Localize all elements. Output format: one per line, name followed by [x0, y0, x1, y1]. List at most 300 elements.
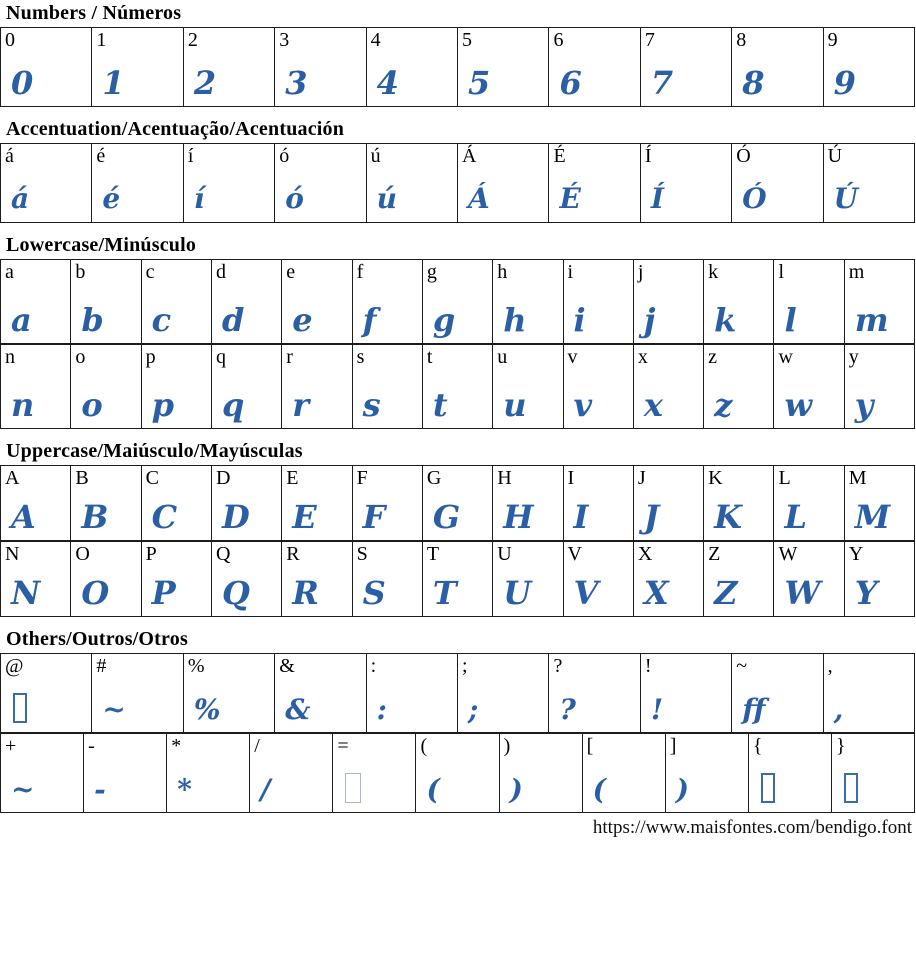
- char-label: d: [215, 261, 226, 283]
- font-glyph: d: [221, 301, 245, 339]
- glyph-cell: [353, 260, 423, 344]
- font-glyph: c: [151, 301, 172, 339]
- char-label: ;: [462, 655, 468, 677]
- char-label: f: [356, 261, 364, 283]
- glyph-cell: [641, 28, 732, 107]
- char-label: é: [96, 145, 106, 167]
- font-glyph: p: [151, 386, 174, 424]
- char-label: !: [644, 655, 652, 677]
- char-label: 7: [644, 29, 655, 51]
- section-numbers: [0, 2, 916, 107]
- font-glyph: V: [573, 574, 599, 612]
- glyph-cell: [142, 542, 212, 617]
- font-glyph: T: [432, 574, 457, 612]
- glyph-cell: [1, 654, 92, 733]
- glyph-cell: [1, 345, 71, 429]
- char-label: *: [171, 735, 182, 757]
- glyph-cell: [500, 734, 583, 813]
- glyph-cell: [212, 260, 282, 344]
- font-glyph: D: [221, 498, 250, 536]
- char-label: u: [497, 346, 508, 368]
- glyph-cell: [71, 466, 141, 541]
- glyph-table-row: [0, 733, 915, 813]
- font-glyph: 0: [11, 64, 34, 102]
- char-label: í: [187, 145, 194, 167]
- font-glyph: h: [503, 301, 527, 339]
- char-label: @: [5, 655, 24, 677]
- font-glyph: ): [675, 773, 689, 806]
- font-glyph: r: [292, 386, 310, 424]
- glyph-cell: [92, 28, 183, 107]
- glyph-table-row: [0, 541, 915, 617]
- glyph-cell: [564, 345, 634, 429]
- font-glyph: C: [151, 498, 178, 536]
- glyph-cell: [458, 654, 549, 733]
- char-label: t: [426, 346, 433, 368]
- glyph-cell: [634, 345, 704, 429]
- char-label: ,: [827, 655, 833, 677]
- glyph-cell: [704, 260, 774, 344]
- font-glyph: é: [102, 182, 121, 215]
- char-label: l: [778, 261, 784, 283]
- glyph-cell: [458, 144, 549, 223]
- font-glyph: S: [362, 574, 386, 612]
- glyph-cell: [367, 654, 458, 733]
- glyph-cell: [774, 260, 844, 344]
- char-label: +: [5, 735, 17, 757]
- glyph-cell: [353, 542, 423, 617]
- section-title: Numbers / Números: [6, 2, 182, 24]
- font-glyph: M: [854, 498, 891, 536]
- glyph-cell: [423, 542, 493, 617]
- char-label: E: [286, 467, 299, 489]
- specimen-sections: [0, 2, 916, 813]
- glyph-cell: [142, 466, 212, 541]
- font-glyph: N: [11, 574, 41, 612]
- glyph-cell: [142, 345, 212, 429]
- glyph-cell: [732, 654, 823, 733]
- section-accent: [0, 118, 916, 223]
- section-title: Others/Outros/Otros: [6, 628, 188, 650]
- char-label: L: [778, 467, 791, 489]
- char-label: Z: [708, 543, 721, 565]
- char-label: v: [567, 346, 578, 368]
- char-label: ~: [736, 655, 748, 677]
- glyph-cell: [458, 28, 549, 107]
- glyph-cell: [774, 466, 844, 541]
- font-glyph: L: [784, 498, 807, 536]
- section-title: Accentuation/Acentuação/Acentuación: [6, 118, 345, 140]
- char-label: o: [75, 346, 86, 368]
- glyph-cell: [275, 28, 366, 107]
- font-glyph: í: [193, 182, 205, 215]
- font-glyph: ff: [742, 693, 766, 726]
- char-label: {: [752, 735, 763, 757]
- glyph-cell: [282, 466, 352, 541]
- char-label: ?: [553, 655, 563, 677]
- font-glyph: (: [592, 773, 606, 806]
- char-label: 2: [187, 29, 198, 51]
- missing-glyph-box: [345, 773, 361, 803]
- char-label: m: [848, 261, 865, 283]
- glyph-cell: [704, 466, 774, 541]
- glyph-cell: [71, 345, 141, 429]
- font-glyph: m: [854, 301, 889, 339]
- char-label: A: [5, 467, 20, 489]
- missing-glyph-box: [844, 773, 858, 803]
- char-label: ]: [669, 735, 677, 757]
- font-glyph: W: [784, 574, 821, 612]
- char-label: N: [5, 543, 20, 565]
- char-label: 3: [279, 29, 290, 51]
- font-glyph: H: [503, 498, 534, 536]
- char-label: Ú: [827, 145, 843, 167]
- glyph-cell: [732, 144, 823, 223]
- char-label: 9: [827, 29, 838, 51]
- char-label: g: [426, 261, 437, 283]
- char-label: Y: [848, 543, 864, 565]
- font-glyph: k: [714, 301, 737, 339]
- font-glyph: ~: [11, 773, 35, 806]
- font-glyph: y: [854, 386, 874, 424]
- glyph-cell: [493, 345, 563, 429]
- glyph-cell: [333, 734, 416, 813]
- char-label: W: [778, 543, 798, 565]
- font-glyph: Ú: [833, 182, 859, 215]
- glyph-cell: [71, 260, 141, 344]
- glyph-cell: [493, 466, 563, 541]
- glyph-cell: [845, 542, 915, 617]
- char-label: [: [586, 735, 594, 757]
- font-glyph: :: [376, 693, 387, 726]
- font-glyph: z: [714, 386, 733, 424]
- font-glyph: s: [362, 386, 381, 424]
- char-label: R: [286, 543, 300, 565]
- font-glyph: ): [509, 773, 523, 806]
- char-label: É: [553, 145, 566, 167]
- char-label: ó: [279, 145, 290, 167]
- glyph-cell: [549, 144, 640, 223]
- font-glyph: I: [573, 498, 589, 536]
- char-label: ú: [370, 145, 381, 167]
- missing-glyph-box: [761, 773, 775, 803]
- glyph-cell: [564, 260, 634, 344]
- glyph-cell: [641, 144, 732, 223]
- glyph-cell: [167, 734, 250, 813]
- char-label: á: [5, 145, 14, 167]
- char-label: I: [567, 467, 575, 489]
- glyph-cell: [212, 345, 282, 429]
- glyph-cell: [84, 734, 167, 813]
- section-uppercase: [0, 440, 916, 617]
- font-glyph: Y: [854, 574, 878, 612]
- font-glyph: A: [11, 498, 36, 536]
- font-glyph: v: [573, 386, 593, 424]
- glyph-cell: [1, 466, 71, 541]
- font-glyph: g: [432, 301, 456, 339]
- char-label: =: [337, 735, 349, 757]
- char-label: e: [286, 261, 296, 283]
- glyph-cell: [1, 144, 92, 223]
- glyph-cell: [634, 260, 704, 344]
- font-glyph: (: [426, 773, 440, 806]
- char-label: F: [356, 467, 368, 489]
- font-glyph: Ó: [742, 182, 767, 215]
- font-glyph: B: [81, 498, 109, 536]
- footer-url: https://www.maisfontes.com/bendigo.font: [592, 817, 912, 838]
- font-glyph: j: [643, 301, 656, 339]
- font-glyph: E: [292, 498, 317, 536]
- char-label: G: [426, 467, 442, 489]
- char-label: U: [497, 543, 512, 565]
- glyph-cell: [774, 542, 844, 617]
- char-label: p: [145, 346, 156, 368]
- font-glyph: /: [260, 773, 271, 806]
- glyph-cell: [634, 466, 704, 541]
- font-glyph: f: [362, 301, 377, 339]
- font-glyph: x: [643, 386, 663, 424]
- glyph-cell: [666, 734, 749, 813]
- font-glyph: ?: [559, 693, 576, 726]
- char-label: Ó: [736, 145, 751, 167]
- font-glyph: i: [573, 301, 586, 339]
- glyph-cell: [845, 260, 915, 344]
- char-label: c: [145, 261, 155, 283]
- font-glyph: R: [292, 574, 319, 612]
- font-glyph: O: [81, 574, 110, 612]
- glyph-table-row: [0, 27, 915, 107]
- font-glyph: G: [432, 498, 461, 536]
- glyph-cell: [564, 542, 634, 617]
- glyph-cell: [1, 28, 92, 107]
- glyph-cell: [92, 654, 183, 733]
- font-glyph: P: [151, 574, 176, 612]
- glyph-cell: [92, 144, 183, 223]
- font-glyph: 8: [742, 64, 765, 102]
- glyph-cell: [423, 260, 493, 344]
- glyph-cell: [845, 466, 915, 541]
- glyph-cell: [493, 260, 563, 344]
- glyph-cell: [583, 734, 666, 813]
- char-label: 5: [462, 29, 473, 51]
- char-label: V: [567, 543, 582, 565]
- glyph-cell: [71, 542, 141, 617]
- glyph-cell: [704, 542, 774, 617]
- font-glyph: 6: [559, 64, 582, 102]
- char-label: B: [75, 467, 89, 489]
- font-glyph: ;: [468, 693, 479, 726]
- char-label: K: [708, 467, 723, 489]
- char-label: S: [356, 543, 368, 565]
- font-glyph: !: [650, 693, 664, 726]
- font-glyph: &: [285, 693, 311, 726]
- font-glyph: q: [221, 386, 245, 424]
- char-label: x: [637, 346, 648, 368]
- glyph-cell: [353, 345, 423, 429]
- char-label: X: [637, 543, 653, 565]
- font-glyph: a: [11, 301, 32, 339]
- section-lowercase: [0, 234, 916, 429]
- glyph-cell: [732, 28, 823, 107]
- font-glyph: 2: [193, 64, 217, 102]
- char-label: }: [835, 735, 846, 757]
- glyph-table-row: [0, 653, 915, 733]
- glyph-cell: [282, 542, 352, 617]
- char-label: 4: [370, 29, 381, 51]
- glyph-table-row: [0, 259, 915, 344]
- char-label: z: [708, 346, 718, 368]
- section-title: Lowercase/Minúsculo: [6, 234, 197, 256]
- font-glyph: á: [11, 182, 30, 215]
- font-glyph: ,: [833, 693, 844, 726]
- font-glyph: o: [81, 386, 103, 424]
- char-label: -: [88, 735, 95, 757]
- section-title: Uppercase/Maiúsculo/Mayúsculas: [6, 440, 303, 462]
- font-glyph: ~: [102, 693, 126, 726]
- glyph-cell: [275, 144, 366, 223]
- glyph-cell: [282, 260, 352, 344]
- char-label: Á: [462, 145, 477, 167]
- glyph-cell: [423, 466, 493, 541]
- font-glyph: X: [643, 574, 669, 612]
- char-label: D: [215, 467, 231, 489]
- glyph-cell: [184, 28, 275, 107]
- glyph-cell: [749, 734, 832, 813]
- font-glyph: Z: [714, 574, 738, 612]
- char-label: s: [356, 346, 365, 368]
- char-label: y: [848, 346, 859, 368]
- font-glyph: Q: [221, 574, 250, 612]
- char-label: 0: [5, 29, 15, 51]
- font-glyph: b: [81, 301, 104, 339]
- char-label: Q: [215, 543, 231, 565]
- font-glyph: 7: [650, 64, 674, 102]
- font-glyph: 4: [376, 64, 399, 102]
- char-label: k: [708, 261, 719, 283]
- missing-glyph-box: [13, 693, 27, 723]
- font-glyph: e: [292, 301, 313, 339]
- char-label: (: [420, 735, 428, 757]
- font-glyph: 3: [285, 64, 308, 102]
- glyph-cell: [184, 654, 275, 733]
- glyph-cell: [634, 542, 704, 617]
- glyph-cell: [275, 654, 366, 733]
- char-label: 6: [553, 29, 564, 51]
- char-label: i: [567, 261, 574, 283]
- section-others: [0, 628, 916, 813]
- font-glyph: F: [362, 498, 386, 536]
- char-label: #: [96, 655, 107, 677]
- font-glyph: ú: [376, 182, 397, 215]
- glyph-cell: [250, 734, 333, 813]
- font-specimen-page: [0, 2, 916, 977]
- font-glyph: l: [784, 301, 797, 339]
- glyph-cell: [704, 345, 774, 429]
- glyph-cell: [367, 28, 458, 107]
- char-label: :: [370, 655, 377, 677]
- glyph-cell: [353, 466, 423, 541]
- glyph-cell: [774, 345, 844, 429]
- glyph-cell: [845, 345, 915, 429]
- glyph-table-row: [0, 143, 915, 223]
- char-label: H: [497, 467, 512, 489]
- glyph-table-row: [0, 344, 915, 429]
- char-label: %: [187, 655, 205, 677]
- font-glyph: J: [643, 498, 659, 536]
- font-glyph: K: [714, 498, 742, 536]
- glyph-cell: [493, 542, 563, 617]
- glyph-cell: [1, 734, 84, 813]
- glyph-cell: [1, 260, 71, 344]
- char-label: b: [75, 261, 86, 283]
- glyph-cell: [423, 345, 493, 429]
- glyph-cell: [367, 144, 458, 223]
- font-glyph: %: [193, 693, 221, 726]
- char-label: j: [637, 261, 644, 283]
- glyph-cell: [1, 542, 71, 617]
- glyph-cell: [641, 654, 732, 733]
- font-glyph: *: [177, 773, 192, 806]
- glyph-cell: [824, 654, 915, 733]
- char-label: h: [497, 261, 508, 283]
- font-glyph: n: [11, 386, 35, 424]
- char-label: J: [637, 467, 646, 489]
- glyph-cell: [184, 144, 275, 223]
- font-glyph: 9: [833, 64, 856, 102]
- char-label: r: [286, 346, 293, 368]
- font-glyph: ó: [285, 182, 304, 215]
- glyph-table-row: [0, 465, 915, 541]
- font-glyph: É: [559, 182, 581, 215]
- char-label: M: [848, 467, 867, 489]
- char-label: 8: [736, 29, 747, 51]
- font-glyph: 5: [468, 64, 491, 102]
- char-label: P: [145, 543, 157, 565]
- glyph-cell: [549, 654, 640, 733]
- font-glyph: -: [94, 773, 106, 806]
- char-label: C: [145, 467, 159, 489]
- char-label: 1: [96, 29, 107, 51]
- char-label: Í: [644, 145, 652, 167]
- char-label: ): [503, 735, 511, 757]
- char-label: /: [254, 735, 260, 757]
- font-glyph: Í: [650, 182, 664, 215]
- char-label: n: [5, 346, 15, 368]
- font-glyph: t: [432, 386, 448, 424]
- glyph-cell: [416, 734, 499, 813]
- glyph-cell: [212, 542, 282, 617]
- glyph-cell: [212, 466, 282, 541]
- font-glyph: 1: [102, 64, 125, 102]
- glyph-cell: [824, 28, 915, 107]
- font-glyph: u: [503, 386, 527, 424]
- glyph-cell: [142, 260, 212, 344]
- char-label: T: [426, 543, 440, 565]
- char-label: a: [5, 261, 14, 283]
- glyph-cell: [832, 734, 915, 813]
- glyph-cell: [282, 345, 352, 429]
- glyph-cell: [564, 466, 634, 541]
- char-label: w: [778, 346, 793, 368]
- char-label: O: [75, 543, 90, 565]
- font-glyph: U: [503, 574, 532, 612]
- glyph-cell: [549, 28, 640, 107]
- char-label: q: [215, 346, 226, 368]
- font-glyph: w: [784, 386, 812, 424]
- glyph-cell: [824, 144, 915, 223]
- char-label: &: [279, 655, 295, 677]
- font-glyph: Á: [468, 182, 490, 215]
